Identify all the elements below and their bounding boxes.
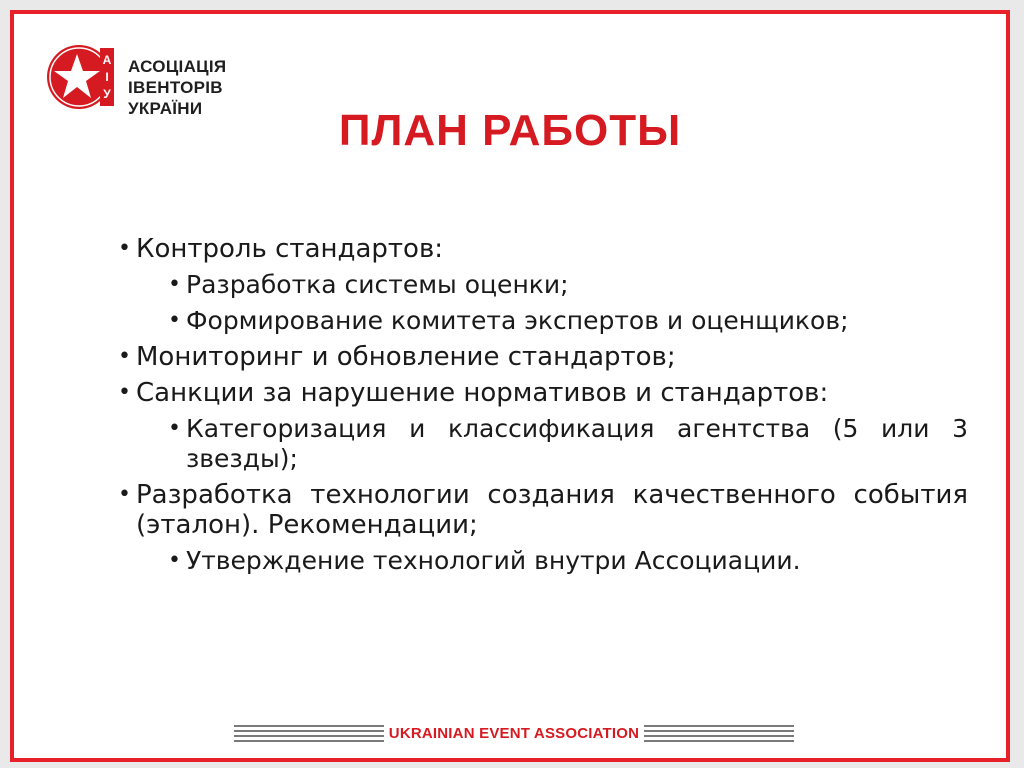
bullet-dot-icon: •: [118, 482, 131, 507]
bullet-text: Разработка технологии создания качественного события (эталон). Рекомендации;: [136, 480, 968, 540]
bullet-text: Категоризация и классификация агентства (5 или 3 звезды);: [186, 414, 968, 473]
footer-band: [234, 722, 794, 748]
bullet-dot-icon: •: [168, 272, 181, 297]
bullet-item: [118, 306, 968, 336]
footer-text: UKRAINIAN EVENT ASSOCIATION: [388, 725, 640, 742]
page-title: ПЛАН РАБОТЫ: [338, 106, 682, 155]
bullet-text: Утверждение технологий внутри Ассоциации.: [186, 546, 801, 575]
logo-star-icon: [44, 42, 114, 112]
brand-name-line1: АСОЦІАЦІЯ: [128, 57, 227, 76]
logo-letter-2: І: [105, 70, 109, 84]
bullet-dot-icon: •: [168, 308, 181, 333]
bullet-item: [118, 234, 968, 264]
bullet-list: [118, 234, 968, 582]
bullet-item: [118, 480, 968, 540]
logo-letter-3: У: [103, 87, 111, 101]
bullet-item: [118, 414, 968, 474]
bullet-text: Мониторинг и обновление стандартов;: [136, 342, 676, 372]
logo: [44, 42, 284, 118]
bullet-item: [118, 270, 968, 300]
bullet-text: Формирование комитета экспертов и оценщиков;: [186, 306, 849, 335]
bullet-text: Разработка системы оценки;: [186, 270, 569, 299]
bullet-item: [118, 546, 968, 576]
bullet-dot-icon: •: [168, 548, 181, 573]
logo-letter-1: А: [102, 53, 112, 67]
bullet-text: Контроль стандартов:: [136, 234, 444, 264]
slide-frame: [10, 10, 1010, 762]
bullet-dot-icon: •: [168, 416, 181, 441]
bullet-item: [118, 378, 968, 408]
brand-name-line2: ІВЕНТОРІВ УКРАЇНИ: [128, 78, 223, 118]
bullet-dot-icon: •: [118, 380, 131, 405]
bullet-text: Санкции за нарушение нормативов и стандартов:: [136, 378, 829, 408]
bullet-dot-icon: •: [118, 344, 131, 369]
bullet-item: [118, 342, 968, 372]
bullet-dot-icon: •: [118, 236, 131, 261]
